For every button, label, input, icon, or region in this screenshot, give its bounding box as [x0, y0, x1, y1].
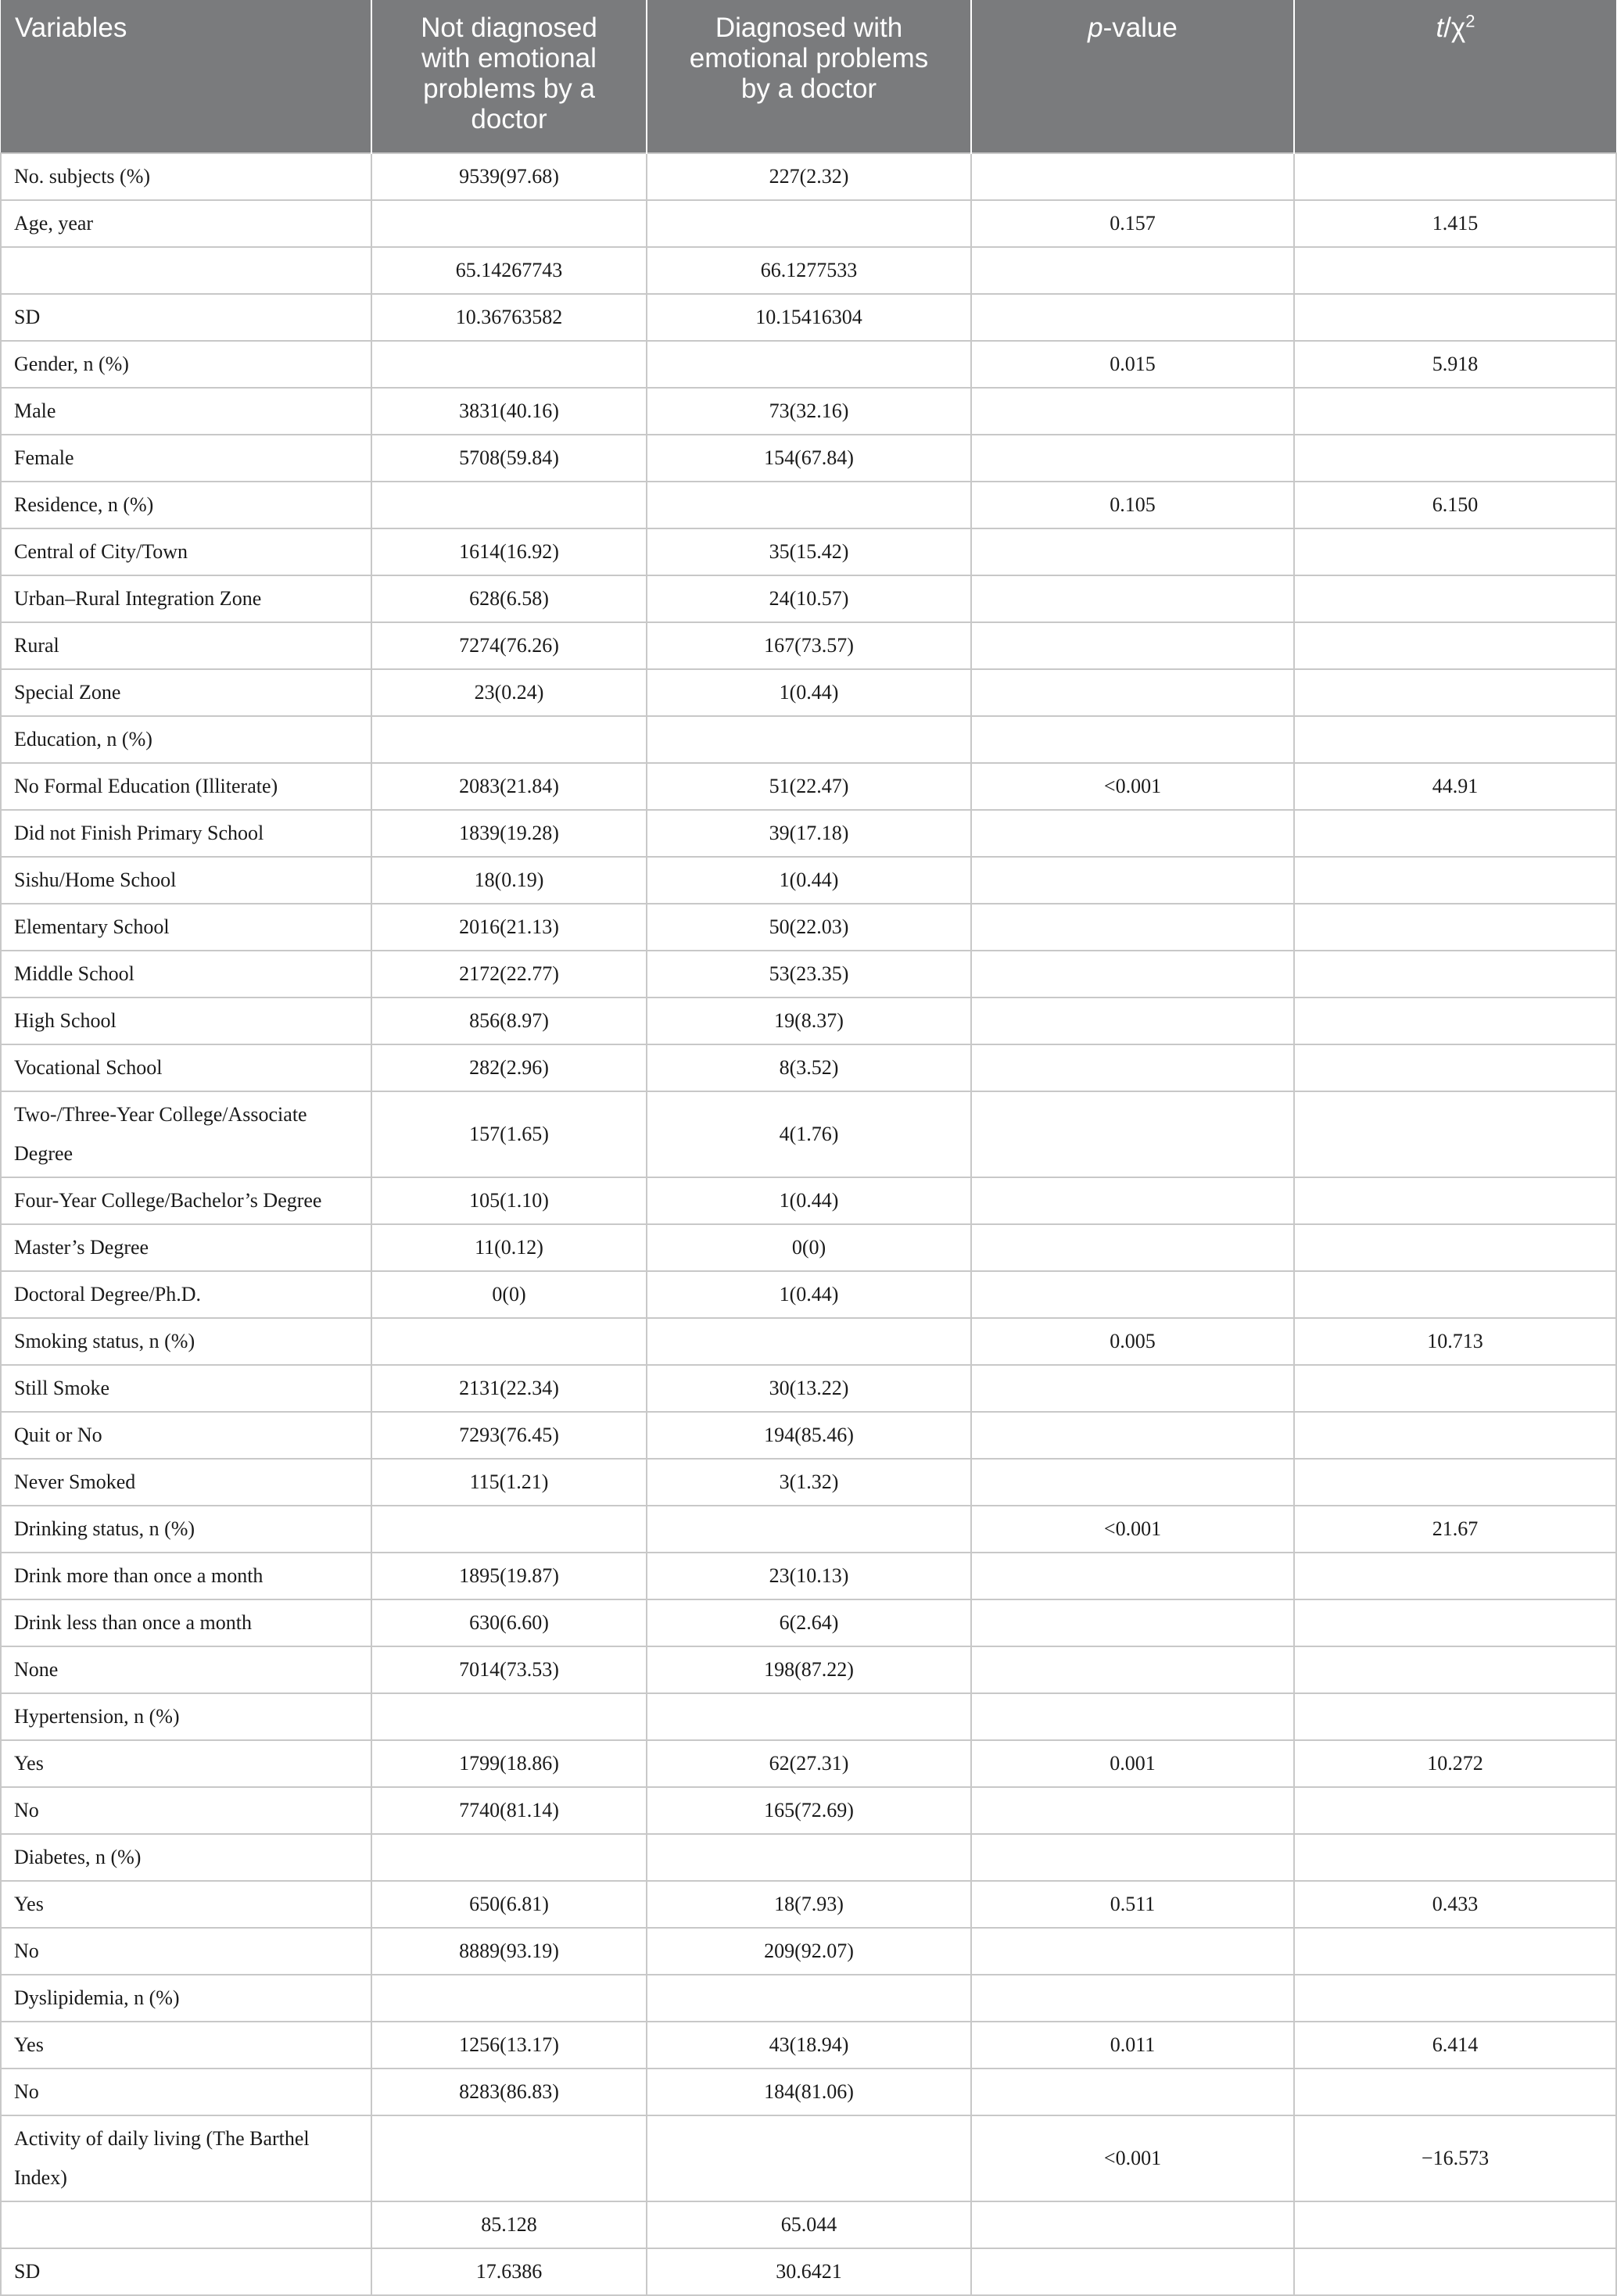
table-row [1, 1412, 1616, 1459]
cell-p-value [971, 1224, 1294, 1271]
header-diagnosed-line: by a doctor [740, 73, 877, 104]
cell-p-value: 0.157 [971, 200, 1294, 247]
header-diagnosed-line: Diagnosed with [715, 13, 903, 43]
cell-not-diagnosed: 7740(81.14) [371, 1787, 647, 1834]
header-not-diagnosed-line: doctor [471, 104, 547, 134]
cell-not-diagnosed: 1614(16.92) [371, 528, 647, 575]
cell-p-value [971, 857, 1294, 904]
cell-test-statistic: 21.67 [1294, 1506, 1616, 1553]
table-row [1, 1365, 1616, 1412]
cell-variable: Four-Year College/Bachelor’s Degree [1, 1177, 371, 1224]
cell-variable [1, 2201, 371, 2248]
cell-p-value [971, 575, 1294, 622]
cell-variable: Master’s Degree [1, 1224, 371, 1271]
cell-diagnosed: 154(67.84) [647, 435, 971, 482]
cell-not-diagnosed [371, 1693, 647, 1740]
table-row [1, 388, 1616, 435]
cell-test-statistic [1294, 904, 1616, 951]
cell-variable: Diabetes, n (%) [1, 1834, 371, 1881]
cell-variable: Still Smoke [1, 1365, 371, 1412]
cell-not-diagnosed: 1799(18.86) [371, 1740, 647, 1787]
table-row [1, 2201, 1616, 2248]
table-row [1, 1975, 1616, 2022]
cell-p-value [971, 2069, 1294, 2115]
header-not-diagnosed [371, 0, 647, 153]
header-variables: Variables [1, 0, 371, 153]
table-row [1, 1787, 1616, 1834]
cell-diagnosed: 50(22.03) [647, 904, 971, 951]
header-diagnosed-line: emotional problems [689, 43, 929, 73]
cell-variable: No. subjects (%) [1, 153, 371, 200]
table-row [1, 998, 1616, 1044]
cell-not-diagnosed: 7293(76.45) [371, 1412, 647, 1459]
cell-test-statistic [1294, 1787, 1616, 1834]
cell-variable: Education, n (%) [1, 716, 371, 763]
cell-not-diagnosed: 2172(22.77) [371, 951, 647, 998]
cell-variable: Smoking status, n (%) [1, 1318, 371, 1365]
cell-diagnosed: 19(8.37) [647, 998, 971, 1044]
cell-test-statistic [1294, 810, 1616, 857]
cell-diagnosed: 0(0) [647, 1224, 971, 1271]
cell-variable: Yes [1, 2022, 371, 2069]
cell-diagnosed: 6(2.64) [647, 1599, 971, 1646]
cell-not-diagnosed: 115(1.21) [371, 1459, 647, 1506]
cell-diagnosed: 1(0.44) [647, 1271, 971, 1318]
cell-test-statistic: −16.573 [1294, 2115, 1616, 2201]
cell-test-statistic: 6.150 [1294, 482, 1616, 528]
table-row [1, 247, 1616, 294]
cell-p-value [971, 1599, 1294, 1646]
cell-diagnosed: 65.044 [647, 2201, 971, 2248]
table-row [1, 1740, 1616, 1787]
table-row [1, 1553, 1616, 1599]
cell-test-statistic: 44.91 [1294, 763, 1616, 810]
cell-diagnosed: 18(7.93) [647, 1881, 971, 1928]
cell-diagnosed [647, 1834, 971, 1881]
cell-not-diagnosed: 2083(21.84) [371, 763, 647, 810]
table-row [1, 2069, 1616, 2115]
cell-diagnosed: 73(32.16) [647, 388, 971, 435]
cell-p-value: 0.005 [971, 1318, 1294, 1365]
cell-variable: No [1, 1787, 371, 1834]
cell-test-statistic [1294, 1459, 1616, 1506]
cell-not-diagnosed: 7274(76.26) [371, 622, 647, 669]
cell-variable: Drink more than once a month [1, 1553, 371, 1599]
table-row [1, 341, 1616, 388]
table-row [1, 2248, 1616, 2295]
header-not-diagnosed-line: Not diagnosed [421, 13, 597, 43]
cell-diagnosed: 53(23.35) [647, 951, 971, 998]
cell-variable: No Formal Education (Illiterate) [1, 763, 371, 810]
cell-variable [1, 247, 371, 294]
table-row [1, 482, 1616, 528]
cell-diagnosed: 39(17.18) [647, 810, 971, 857]
cell-not-diagnosed: 856(8.97) [371, 998, 647, 1044]
cell-test-statistic: 10.272 [1294, 1740, 1616, 1787]
cell-diagnosed: 43(18.94) [647, 2022, 971, 2069]
cell-p-value [971, 622, 1294, 669]
cell-not-diagnosed: 5708(59.84) [371, 435, 647, 482]
cell-p-value [971, 1365, 1294, 1412]
cell-p-value [971, 2248, 1294, 2295]
cell-p-value [971, 1553, 1294, 1599]
cell-p-value [971, 1787, 1294, 1834]
cell-diagnosed: 3(1.32) [647, 1459, 971, 1506]
table-row [1, 1646, 1616, 1693]
cell-p-value [971, 153, 1294, 200]
table-row [1, 763, 1616, 810]
cell-variable: High School [1, 998, 371, 1044]
cell-p-value [971, 528, 1294, 575]
cell-not-diagnosed: 650(6.81) [371, 1881, 647, 1928]
cell-variable: SD [1, 294, 371, 341]
cell-diagnosed [647, 716, 971, 763]
cell-test-statistic [1294, 575, 1616, 622]
cell-not-diagnosed [371, 2115, 647, 2201]
cell-test-statistic [1294, 998, 1616, 1044]
cell-diagnosed [647, 1318, 971, 1365]
cell-p-value [971, 1412, 1294, 1459]
cell-p-value [971, 716, 1294, 763]
cell-p-value [971, 388, 1294, 435]
cell-test-statistic: 6.414 [1294, 2022, 1616, 2069]
header-test-statistic [1294, 0, 1616, 153]
cell-p-value [971, 435, 1294, 482]
table-row [1, 669, 1616, 716]
cell-variable: Yes [1, 1740, 371, 1787]
table-row [1, 1834, 1616, 1881]
cell-p-value: 0.001 [971, 1740, 1294, 1787]
cell-not-diagnosed [371, 200, 647, 247]
cell-diagnosed: 51(22.47) [647, 763, 971, 810]
header-p-rest: -value [1102, 13, 1178, 43]
cell-p-value: 0.105 [971, 482, 1294, 528]
cell-diagnosed [647, 482, 971, 528]
cell-p-value [971, 247, 1294, 294]
cell-not-diagnosed [371, 1975, 647, 2022]
cell-p-value [971, 1693, 1294, 1740]
table-row [1, 528, 1616, 575]
cell-diagnosed: 165(72.69) [647, 1787, 971, 1834]
table-row [1, 1459, 1616, 1506]
cell-variable: Did not Finish Primary School [1, 810, 371, 857]
cell-variable: Female [1, 435, 371, 482]
cell-diagnosed: 184(81.06) [647, 2069, 971, 2115]
cell-not-diagnosed: 282(2.96) [371, 1044, 647, 1091]
cell-p-value [971, 1091, 1294, 1177]
cell-not-diagnosed: 628(6.58) [371, 575, 647, 622]
cell-p-value [971, 1928, 1294, 1975]
cell-variable: Special Zone [1, 669, 371, 716]
cell-not-diagnosed: 8889(93.19) [371, 1928, 647, 1975]
table-row [1, 1224, 1616, 1271]
cell-test-statistic [1294, 622, 1616, 669]
cell-variable: Activity of daily living (The Barthel Index) [1, 2115, 371, 2201]
cell-p-value [971, 1646, 1294, 1693]
cell-diagnosed [647, 2115, 971, 2201]
cell-test-statistic: 0.433 [1294, 1881, 1616, 1928]
cell-p-value [971, 951, 1294, 998]
cell-diagnosed: 30.6421 [647, 2248, 971, 2295]
cell-not-diagnosed [371, 1834, 647, 1881]
cell-not-diagnosed: 1839(19.28) [371, 810, 647, 857]
cell-variable: Sishu/Home School [1, 857, 371, 904]
cell-variable: Gender, n (%) [1, 341, 371, 388]
cell-test-statistic [1294, 1412, 1616, 1459]
cell-test-statistic [1294, 2069, 1616, 2115]
header-t-sup: 2 [1465, 11, 1475, 31]
cell-test-statistic [1294, 2248, 1616, 2295]
cell-diagnosed: 227(2.32) [647, 153, 971, 200]
cell-not-diagnosed: 157(1.65) [371, 1091, 647, 1177]
table-row [1, 575, 1616, 622]
cell-p-value: 0.015 [971, 341, 1294, 388]
table-row [1, 1599, 1616, 1646]
cell-test-statistic [1294, 1044, 1616, 1091]
cell-p-value [971, 1271, 1294, 1318]
cell-not-diagnosed: 65.14267743 [371, 247, 647, 294]
cell-diagnosed: 194(85.46) [647, 1412, 971, 1459]
cell-not-diagnosed: 10.36763582 [371, 294, 647, 341]
cell-not-diagnosed: 18(0.19) [371, 857, 647, 904]
cell-not-diagnosed [371, 1318, 647, 1365]
cell-p-value: <0.001 [971, 1506, 1294, 1553]
cell-variable: Dyslipidemia, n (%) [1, 1975, 371, 2022]
table-row [1, 951, 1616, 998]
header-diagnosed [647, 0, 971, 153]
cell-variable: None [1, 1646, 371, 1693]
cell-test-statistic [1294, 1553, 1616, 1599]
cell-variable: Yes [1, 1881, 371, 1928]
cell-diagnosed: 8(3.52) [647, 1044, 971, 1091]
cell-variable: Hypertension, n (%) [1, 1693, 371, 1740]
cell-not-diagnosed [371, 1506, 647, 1553]
cell-variable: No [1, 1928, 371, 1975]
cell-diagnosed: 10.15416304 [647, 294, 971, 341]
cell-diagnosed: 23(10.13) [647, 1553, 971, 1599]
cell-test-statistic [1294, 388, 1616, 435]
cell-test-statistic [1294, 1177, 1616, 1224]
cell-test-statistic [1294, 669, 1616, 716]
cell-diagnosed [647, 200, 971, 247]
cell-variable: Residence, n (%) [1, 482, 371, 528]
cell-diagnosed [647, 1975, 971, 2022]
table-row [1, 716, 1616, 763]
cell-variable: Male [1, 388, 371, 435]
cell-diagnosed [647, 1506, 971, 1553]
cell-p-value [971, 294, 1294, 341]
cell-variable: Two-/Three-Year College/Associate Degree [1, 1091, 371, 1177]
table-row [1, 622, 1616, 669]
cell-test-statistic [1294, 1365, 1616, 1412]
cell-test-statistic: 10.713 [1294, 1318, 1616, 1365]
table-body [1, 153, 1616, 2295]
cell-diagnosed: 35(15.42) [647, 528, 971, 575]
cell-p-value [971, 669, 1294, 716]
cell-variable: SD [1, 2248, 371, 2295]
cell-test-statistic [1294, 951, 1616, 998]
cell-variable: Doctoral Degree/Ph.D. [1, 1271, 371, 1318]
header-p-italic: p [1088, 13, 1103, 43]
table-row [1, 1271, 1616, 1318]
header-row [1, 0, 1616, 153]
cell-test-statistic [1294, 1599, 1616, 1646]
cell-not-diagnosed: 105(1.10) [371, 1177, 647, 1224]
table-row [1, 2022, 1616, 2069]
cell-p-value [971, 2201, 1294, 2248]
cell-not-diagnosed: 3831(40.16) [371, 388, 647, 435]
cell-variable: Urban–Rural Integration Zone [1, 575, 371, 622]
cell-not-diagnosed: 85.128 [371, 2201, 647, 2248]
table-row [1, 1881, 1616, 1928]
table-row [1, 435, 1616, 482]
cell-test-statistic [1294, 294, 1616, 341]
cell-p-value [971, 1459, 1294, 1506]
table-row [1, 904, 1616, 951]
cell-test-statistic [1294, 435, 1616, 482]
cell-not-diagnosed: 630(6.60) [371, 1599, 647, 1646]
cell-diagnosed: 209(92.07) [647, 1928, 971, 1975]
cell-p-value: <0.001 [971, 2115, 1294, 2201]
cell-variable: Drink less than once a month [1, 1599, 371, 1646]
cell-test-statistic: 1.415 [1294, 200, 1616, 247]
table-row [1, 857, 1616, 904]
cell-variable: Elementary School [1, 904, 371, 951]
cell-not-diagnosed: 0(0) [371, 1271, 647, 1318]
table-row [1, 200, 1616, 247]
cell-variable: Quit or No [1, 1412, 371, 1459]
table-row [1, 1177, 1616, 1224]
table-row [1, 1928, 1616, 1975]
cell-p-value [971, 904, 1294, 951]
table-row [1, 810, 1616, 857]
cell-not-diagnosed: 1895(19.87) [371, 1553, 647, 1599]
table-row [1, 1091, 1616, 1177]
cell-not-diagnosed: 17.6386 [371, 2248, 647, 2295]
cell-diagnosed: 1(0.44) [647, 857, 971, 904]
cell-p-value [971, 1975, 1294, 2022]
cell-diagnosed: 1(0.44) [647, 1177, 971, 1224]
cell-diagnosed: 62(27.31) [647, 1740, 971, 1787]
cell-test-statistic [1294, 1928, 1616, 1975]
cell-variable: Age, year [1, 200, 371, 247]
cell-not-diagnosed [371, 341, 647, 388]
cell-not-diagnosed: 9539(97.68) [371, 153, 647, 200]
cell-variable: Rural [1, 622, 371, 669]
cell-not-diagnosed: 23(0.24) [371, 669, 647, 716]
cell-test-statistic [1294, 1646, 1616, 1693]
cell-variable: Never Smoked [1, 1459, 371, 1506]
cell-diagnosed: 167(73.57) [647, 622, 971, 669]
cell-diagnosed: 4(1.76) [647, 1091, 971, 1177]
cell-diagnosed: 198(87.22) [647, 1646, 971, 1693]
cell-test-statistic [1294, 528, 1616, 575]
table-row [1, 153, 1616, 200]
table-row [1, 1318, 1616, 1365]
cell-p-value [971, 1044, 1294, 1091]
cell-variable: Central of City/Town [1, 528, 371, 575]
cell-not-diagnosed: 2016(21.13) [371, 904, 647, 951]
cell-test-statistic: 5.918 [1294, 341, 1616, 388]
table-row [1, 1506, 1616, 1553]
cell-diagnosed [647, 341, 971, 388]
cell-test-statistic [1294, 1271, 1616, 1318]
cell-not-diagnosed: 11(0.12) [371, 1224, 647, 1271]
cell-p-value: 0.511 [971, 1881, 1294, 1928]
cell-variable: Drinking status, n (%) [1, 1506, 371, 1553]
cell-test-statistic [1294, 1091, 1616, 1177]
cell-test-statistic [1294, 2201, 1616, 2248]
table-row [1, 294, 1616, 341]
cell-p-value [971, 1834, 1294, 1881]
cell-test-statistic [1294, 716, 1616, 763]
cell-p-value: 0.011 [971, 2022, 1294, 2069]
header-t-mid: /χ [1443, 13, 1466, 43]
cell-test-statistic [1294, 857, 1616, 904]
cell-p-value [971, 998, 1294, 1044]
header-not-diagnosed-line: problems by a [423, 73, 595, 104]
header-t-italic: t [1436, 13, 1444, 43]
header-not-diagnosed-line: with emotional [421, 43, 597, 73]
cell-not-diagnosed: 7014(73.53) [371, 1646, 647, 1693]
table-row [1, 1693, 1616, 1740]
cell-not-diagnosed [371, 716, 647, 763]
table-row [1, 2115, 1616, 2201]
cell-variable: Middle School [1, 951, 371, 998]
header-p-value [971, 0, 1294, 153]
cell-p-value [971, 1177, 1294, 1224]
cell-test-statistic [1294, 247, 1616, 294]
cell-not-diagnosed: 1256(13.17) [371, 2022, 647, 2069]
cell-not-diagnosed [371, 482, 647, 528]
cell-diagnosed [647, 1693, 971, 1740]
cell-p-value [971, 810, 1294, 857]
cell-not-diagnosed: 2131(22.34) [371, 1365, 647, 1412]
cell-test-statistic [1294, 1693, 1616, 1740]
table-header [1, 0, 1616, 153]
cell-test-statistic [1294, 153, 1616, 200]
cell-test-statistic [1294, 1224, 1616, 1271]
cell-diagnosed: 1(0.44) [647, 669, 971, 716]
cell-variable: No [1, 2069, 371, 2115]
cell-diagnosed: 30(13.22) [647, 1365, 971, 1412]
cell-variable: Vocational School [1, 1044, 371, 1091]
cell-diagnosed: 66.1277533 [647, 247, 971, 294]
cell-test-statistic [1294, 1975, 1616, 2022]
cell-p-value: <0.001 [971, 763, 1294, 810]
cell-not-diagnosed: 8283(86.83) [371, 2069, 647, 2115]
cell-test-statistic [1294, 1834, 1616, 1881]
cell-diagnosed: 24(10.57) [647, 575, 971, 622]
table-row [1, 1044, 1616, 1091]
